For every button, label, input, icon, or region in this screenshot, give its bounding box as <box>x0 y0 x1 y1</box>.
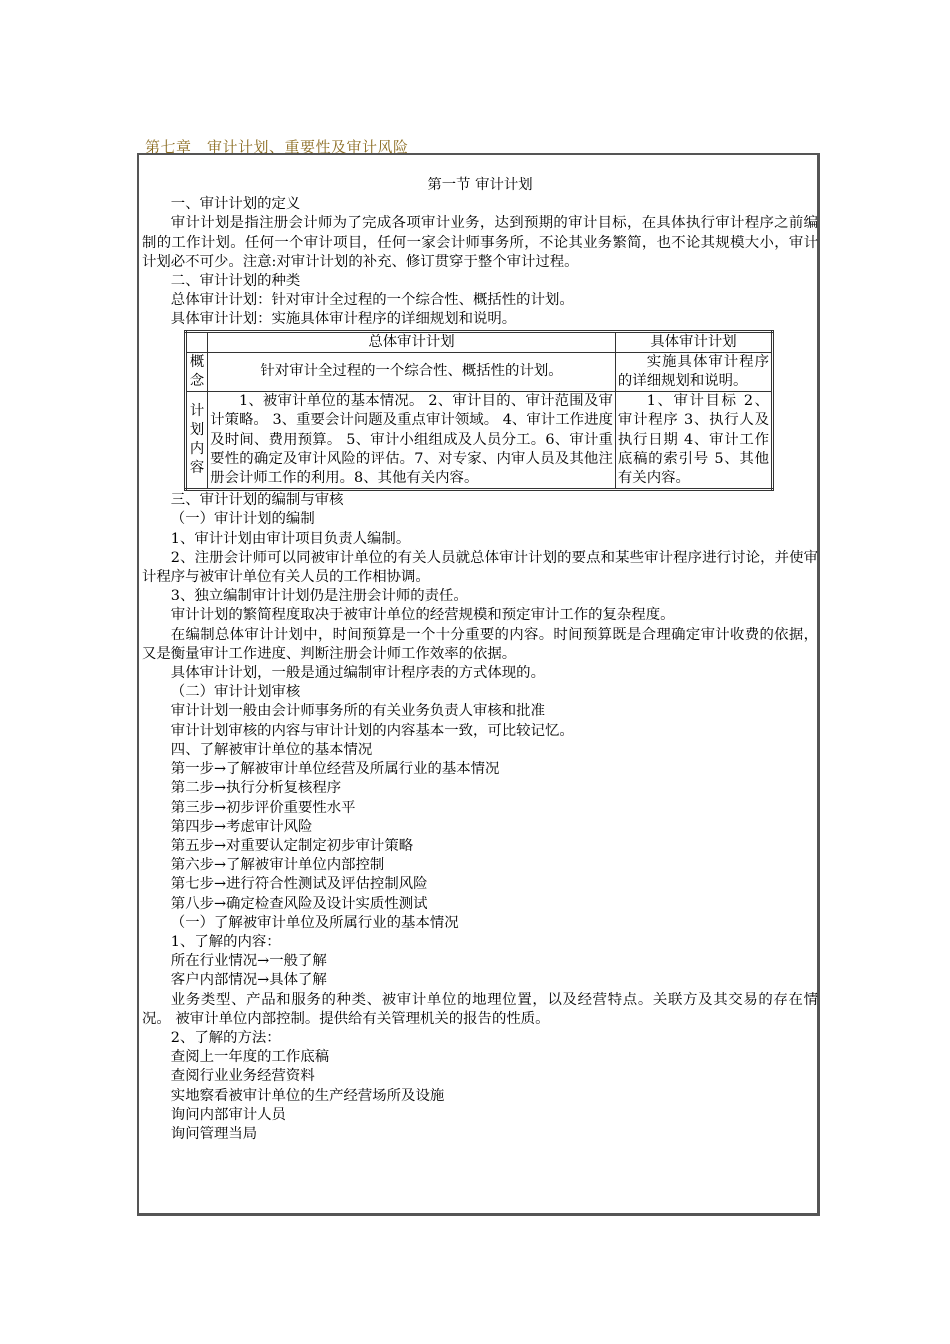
s3-sub2: （二）审计计划审核 <box>170 684 301 701</box>
table-header-overall: 总体审计计划 <box>208 331 616 352</box>
s4-c3: 业务类型、产品和服务的种类、被审计单位的地理位置，以及经营特点。关联方及其交易的存在情况。 被审计单位内部控制。提供给有关管理机关的报告的性质。 <box>142 991 818 1027</box>
row-label-concept: 概念 <box>186 352 208 391</box>
s3-p3: 3、独立编制审计计划仍是注册会计师的责任。 <box>170 588 468 605</box>
step-item: 第一步→了解被审计单位经营及所属行业的基本情况 <box>170 761 500 778</box>
step-item: 第六步→了解被审计单位内部控制 <box>170 857 385 874</box>
s3-p4: 审计计划的繁简程度取决于被审计单位的经营规模和预定审计工作的复杂程度。 <box>170 607 675 624</box>
method-item: 查阅上一年度的工作底稿 <box>170 1049 330 1066</box>
s3-p2: 2、注册会计师可以同被审计单位的有关人员就总体审计计划的要点和某些审计程序进行讨论，并使审计程序与被审计单位有关人员的工作相协调。 <box>142 549 818 586</box>
s2-line2: 具体审计计划：实施具体审计程序的详细规划和说明。 <box>170 311 517 328</box>
step-item: 第二步→执行分析复核程序 <box>170 780 342 797</box>
s4-content-heading: 1、了解的内容： <box>170 933 281 950</box>
content-specific: 1、审计目标 2、审计程序 3、执行人及执行日期 4、审计工作底稿的索引号 5、其他有关内容。 <box>615 392 772 490</box>
method-item: 实地察看被审计单位的生产经营场所及设施 <box>170 1087 445 1104</box>
table-row-concept <box>186 352 773 391</box>
table-header-specific: 具体审计计划 <box>615 331 772 352</box>
table-row-content <box>186 392 773 490</box>
s4-c1: 所在行业情况→一般了解 <box>170 953 327 970</box>
s3-p6: 具体审计计划，一般是通过编制审计程序表的方式体现的。 <box>170 665 545 682</box>
concept-specific: 实施具体审计程序的详细规划和说明。 <box>615 352 772 391</box>
method-item: 询问管理当局 <box>170 1125 258 1142</box>
method-item: 询问内部审计人员 <box>170 1106 286 1123</box>
s4-sub1: （一）了解被审计单位及所属行业的基本情况 <box>170 914 459 931</box>
s3-heading: 三、审计计划的编制与审核 <box>170 492 344 509</box>
content-overall: 1、被审计单位的基本情况。 2、审计目的、审计范围及审计策略。 3、重要会计问题及重点审计领域。 4、审计工作进度及时间、费用预算。 5、审计小组组成及人员分工。6、审计重要性的确定及审计风险的评估。7、对专家、内审人员及其他注册会计师工作的利用。8、其他有关内容。 <box>208 392 616 490</box>
concept-overall: 针对审计全过程的一个综合性、概括性的计划。 <box>208 352 616 391</box>
step-item: 第三步→初步评价重要性水平 <box>170 799 356 816</box>
document-body <box>142 176 818 1144</box>
s4-c2: 客户内部情况→具体了解 <box>170 972 327 989</box>
s4-method-heading: 2、了解的方法： <box>170 1029 281 1046</box>
table-header-row <box>186 331 773 352</box>
row-label-content: 计划内容 <box>186 392 208 490</box>
chapter-title: 第七章 审计计划、重要性及审计风险 <box>145 138 409 156</box>
s3-sub1: （一）审计计划的编制 <box>170 511 315 528</box>
plan-comparison-table <box>184 330 774 492</box>
s1-body: 审计计划是指注册会计师为了完成各项审计业务，达到预期的审计目标，在具体执行审计程序之前编制的工作计划。任何一个审计项目，任何一家会计师事务所，不论其业务繁简，也不论其规模大小，审计计划必不可少。注意:对审计计划的补充、修订贯穿于整个审计过程。 <box>142 215 818 270</box>
step-item: 第四步→考虑审计风险 <box>170 818 313 835</box>
s3-p5: 在编制总体审计计划中，时间预算是一个十分重要的内容。时间预算既是合理确定审计收费的依据，又是衡量审计工作进度、判断注册会计师工作效率的依据。 <box>142 626 818 662</box>
s2-line1: 总体审计计划：针对审计全过程的一个综合性、概括性的计划。 <box>170 292 574 309</box>
s4-heading: 四、了解被审计单位的基本情况 <box>170 741 373 758</box>
step-item: 第八步→确定检查风险及设计实质性测试 <box>170 895 428 912</box>
step-item: 第五步→对重要认定制定初步审计策略 <box>170 837 414 854</box>
section-title: 第一节 审计计划 <box>427 177 533 193</box>
s3-p7: 审计计划一般由会计师事务所的有关业务负责人审核和批准 <box>170 703 545 720</box>
s3-p1: 1、审计计划由审计项目负责人编制。 <box>170 530 411 547</box>
s2-heading: 二、审计计划的种类 <box>170 273 301 290</box>
s3-p8: 审计计划审核的内容与审计计划的内容基本一致，可比较记忆。 <box>170 722 574 739</box>
s1-heading: 一、审计计划的定义 <box>170 196 301 213</box>
table-corner-cell <box>186 331 208 352</box>
step-item: 第七步→进行符合性测试及评估控制风险 <box>170 876 428 893</box>
method-item: 查阅行业业务经营资料 <box>170 1068 315 1085</box>
